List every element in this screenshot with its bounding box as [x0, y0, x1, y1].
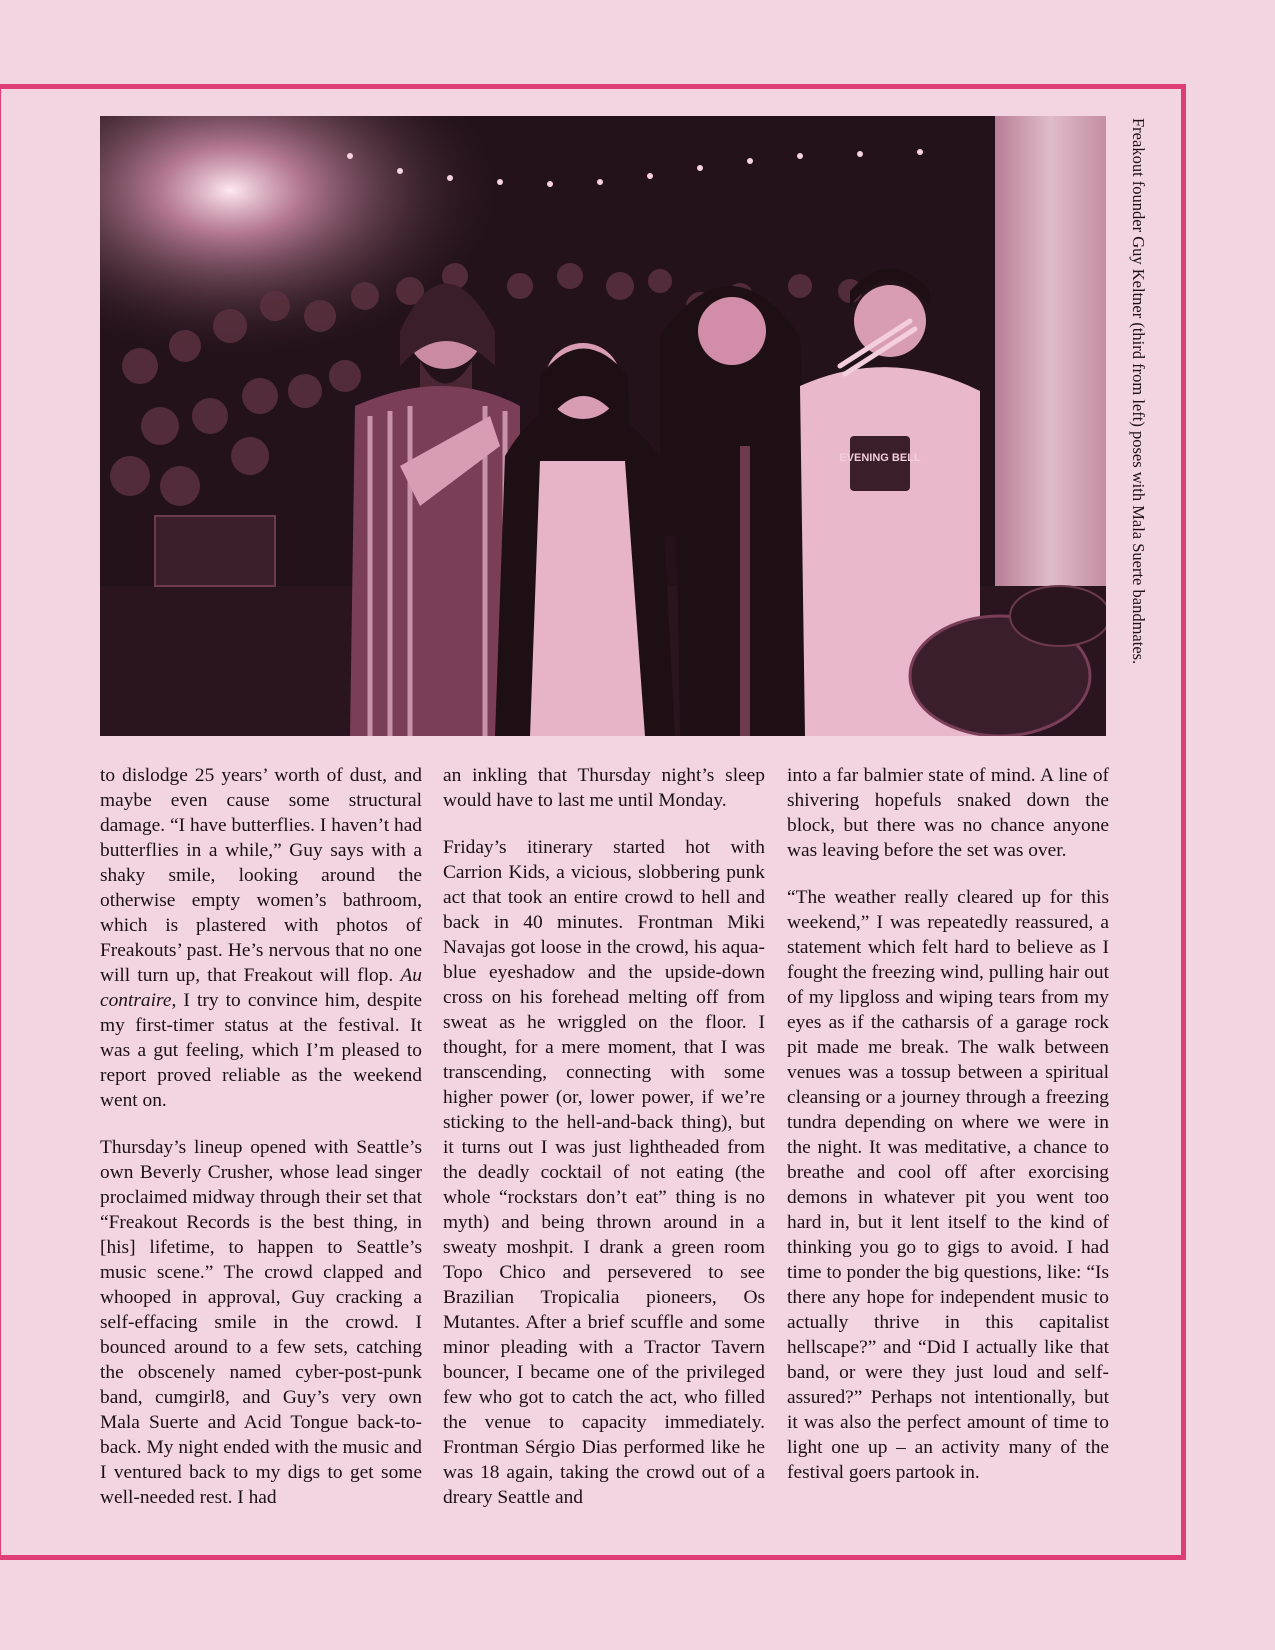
band-photo-illustration [100, 116, 1106, 736]
paragraph: Thursday’s lineup opened with Seattle’s own Beverly Crusher, whose lead singer proclaimed midway through their set that “Freakout Records is the best thing, in [his] lifetime, to happen to Seattle’s music scene.” The crowd clapped and whooped in approval, Guy cracking a self-effacing smile in the crowd. I bounced around to a few sets, catching the obscenely named cyber-post-punk band, cumgirl8, and Guy’s very own Mala Suerte and Acid Tongue back-to-back. My night ended with the music and I ventured back to my digs to get some well-needed rest. I had [100, 1137, 422, 1508]
article-column-2 [443, 763, 765, 1510]
article-column-3 [787, 763, 1109, 1485]
paragraph: into a far balmier state of mind. A line of shivering hopefuls snaked down the block, but there was no chance anyone was leaving before the set was over. [787, 765, 1109, 861]
paragraph: “The weather really cleared up for this weekend,” I was repeatedly reassured, a statement which felt hard to believe as I fought the freezing wind, pulling hair out of my lipgloss and wiping tears from my eyes as if the catharsis of a garage rock pit made me break. The walk between venues was a tossup between a spiritual cleansing or a journey through a freezing tundra depending on where we were in the night. It was meditative, a chance to breathe and cool off after exorcising demons in whatever pit you went too hard in, but it lent itself to the kind of thinking you go to gigs to avoid. I had time to ponder the big questions, like: “Is there any hope for independent music to actually thrive in this capitalist hellscape?” and “Did I actually like that band, or were they just loud and self-assured?” Perhaps not intentionally, but it was also the perfect amount of time to light one up – an activity many of the festival goers partook in. [787, 887, 1109, 1483]
band-photo [100, 116, 1106, 736]
photo-caption: Freakout founder Guy Keltner (third from left) poses with Mala Suerte bandmates. [1129, 118, 1148, 665]
paragraph-text: , I try to convince him, despite my first-timer status at the festival. It was a gut feeling, which I’m pleased to report proved reliable as the weekend went on. [100, 990, 422, 1111]
paragraph-text: to dislodge 25 years’ worth of dust, and maybe even cause some structural damage. “I have butterflies. I haven’t had butterflies in a while,” Guy says with a shaky smile, looking around the otherwise empty women’s bathroom, which is plastered with photos of Freakouts’ past. He’s nervous that no one will turn up, that Freakout will flop. [100, 765, 422, 986]
paragraph: an inkling that Thursday night’s sleep would have to last me until Monday. [443, 765, 765, 811]
shirt-logo: EVENING BELL [839, 452, 921, 464]
paragraph [100, 763, 422, 1113]
article-column-1 [100, 763, 422, 1510]
paragraph: Friday’s itinerary started hot with Carrion Kids, a vicious, slobbering punk act that took an entire crowd to hell and back in 40 minutes. Frontman Miki Navajas got loose in the crowd, his aqua-blue eyeshadow and the upside-down cross on his forehead melting off from sweat as he wriggled on the floor. I thought, for a mere moment, that I was transcending, connecting with some higher power (or, lower power, if we’re sticking to the hell-and-back thing), but it turns out I was just lightheaded from the deadly cocktail of not eating (the whole “rockstars don’t eat” thing is no myth) and being thrown around in a sweaty moshpit. I drank a green room Topo Chico and persevered to see Brazilian Tropicalia pioneers, Os Mutantes. After a brief scuffle and some minor pleading with a Tractor Tavern bouncer, I became one of the privileged few who got to catch the act, who filled the venue to capacity immediately. Frontman Sérgio Dias performed like he was 18 again, taking the crowd out of a dreary Seattle and [443, 837, 765, 1508]
italic-phrase: Au contraire [100, 965, 422, 1011]
